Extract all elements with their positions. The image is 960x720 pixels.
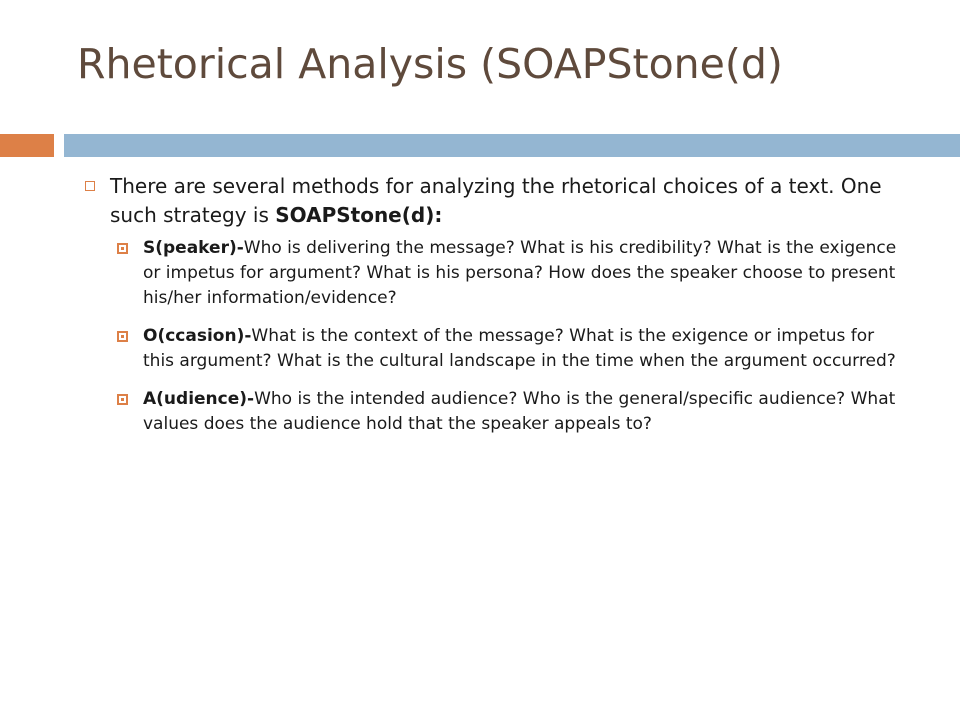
list-item-audience (143, 387, 898, 437)
accent-bar-orange (0, 134, 54, 157)
item-term: O(ccasion)- (143, 326, 252, 346)
square-bullet-icon (85, 181, 95, 191)
square-bullet-icon (117, 243, 128, 254)
square-bullet-icon (117, 331, 128, 342)
accent-bar-blue (64, 134, 960, 157)
item-term: S(peaker)- (143, 238, 244, 258)
item-text: Who is delivering the message? What is his credibility? What is the exigence or impetus for argument? What is his persona? How does the speaker choose to present his/her information/evidence? (143, 238, 897, 308)
slide-title: Rhetorical Analysis (SOAPStone(d) (77, 40, 783, 88)
list-item-speaker (143, 236, 898, 311)
intro-bullet (98, 172, 918, 230)
item-term: A(udience)- (143, 389, 255, 409)
intro-bold-term: SOAPStone(d): (275, 203, 443, 227)
item-text: Who is the intended audience? Who is the general/specific audience? What values does the audience hold that the speaker appeals to? (143, 389, 896, 434)
intro-text: There are several methods for analyzing the rhetorical choices of a text. One such strategy is (110, 174, 882, 227)
list-item-occasion (143, 324, 898, 374)
item-text: What is the context of the message? What is the exigence or impetus for this argument? What is the cultural landscape in the time when the argument occurred? (143, 326, 896, 371)
slide-body (98, 172, 918, 450)
square-bullet-icon (117, 394, 128, 405)
